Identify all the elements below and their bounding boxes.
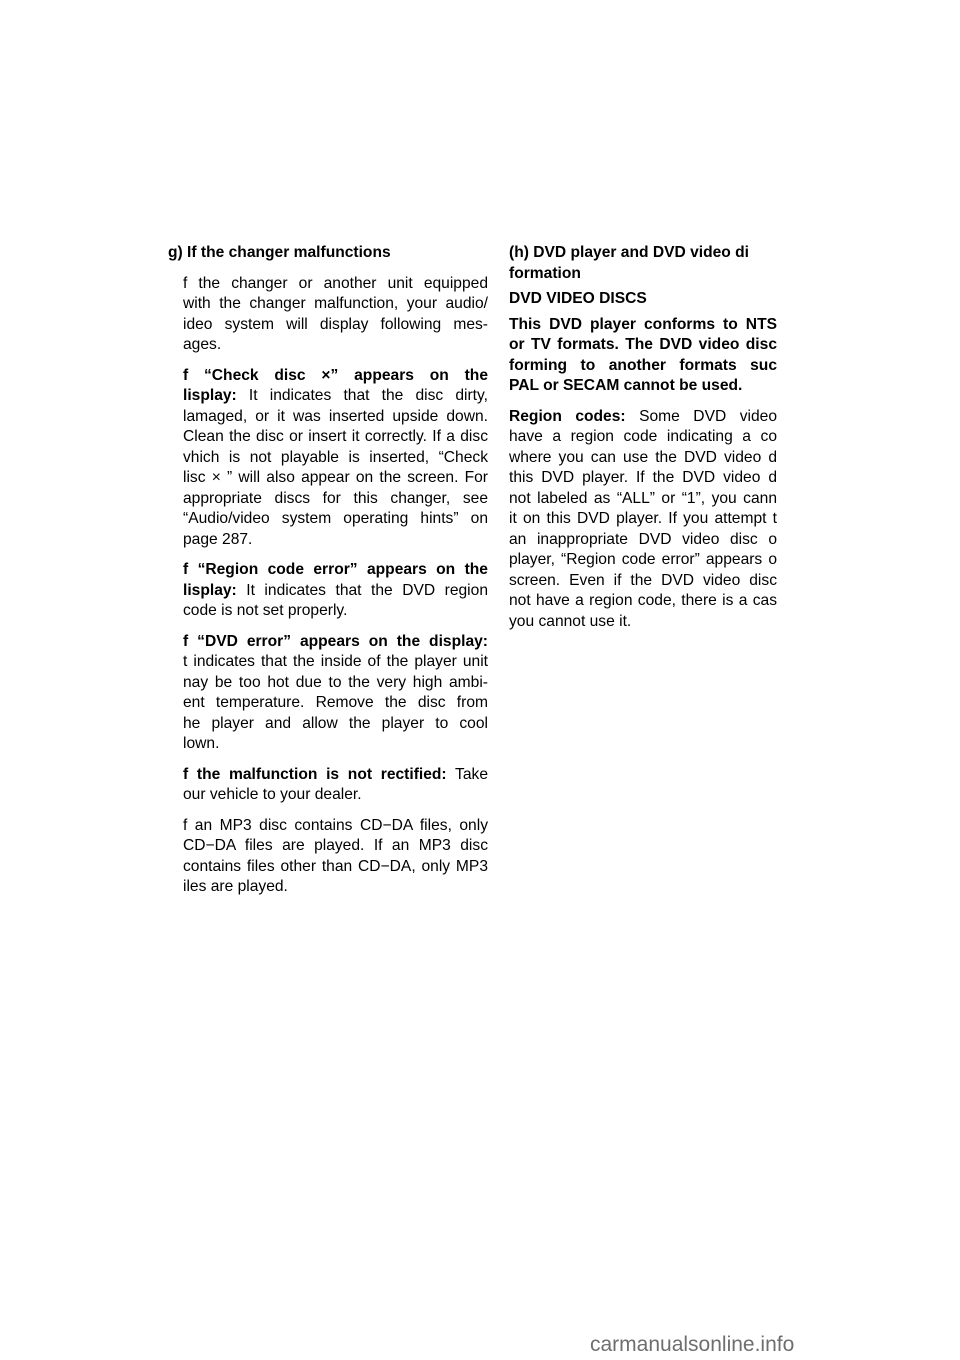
bold-lead-in: f the malfunction is not rectified:	[183, 765, 447, 783]
text-line	[183, 386, 488, 407]
body-text: he player and allow the player to cool	[183, 714, 488, 732]
body-text: ent temperature. Remove the disc from	[183, 694, 488, 711]
bold-lead-in: f “Region code error” appears on the	[183, 561, 488, 578]
text-line	[509, 509, 777, 530]
text-line	[509, 550, 777, 571]
paragraph-region-codes	[509, 407, 777, 633]
text-line	[183, 407, 488, 428]
text-line	[509, 612, 777, 633]
body-text: Clean the disc or insert it correctly. If a disc	[183, 428, 488, 445]
paragraph-check-disc	[168, 366, 488, 551]
body-text: nay be too hot due to the very high ambi-	[183, 673, 488, 691]
text-line: forming to another formats suc	[509, 356, 777, 374]
section-heading-h-line2: formation	[509, 264, 581, 282]
body-text: you cannot use it.	[509, 612, 632, 630]
paragraph-changer-intro	[168, 274, 488, 356]
bold-lead-in: lisplay:	[183, 581, 237, 599]
body-text: code is not set properly.	[183, 602, 348, 619]
paragraph-mp3-note	[168, 816, 488, 898]
text-line: CD−DA files are played. If an MP3 disc	[183, 837, 488, 854]
body-text: screen. Even if the DVD video disc	[509, 571, 777, 589]
text-line: f the changer or another unit equipped	[183, 274, 488, 292]
paragraph-region-code-error	[168, 560, 488, 622]
body-text: t indicates that the inside of the player unit	[183, 653, 488, 670]
body-text: not labeled as “ALL” or “1”, you cann	[509, 489, 777, 507]
text-line: with the changer malfunction, your audio/	[183, 295, 488, 312]
section-heading-g: g) If the changer malfunctions	[168, 244, 391, 261]
text-line	[509, 407, 777, 428]
text-line	[509, 530, 777, 551]
text-line	[183, 693, 488, 714]
body-text: vhich is not playable is inserted, “Check	[183, 448, 488, 466]
text-line	[509, 427, 777, 448]
text-line: ages.	[183, 336, 222, 353]
text-line	[509, 489, 777, 510]
body-text: not have a region code, there is a cas	[509, 592, 777, 609]
text-line	[183, 785, 488, 806]
bold-lead-in: f “DVD error” appears on the display:	[183, 632, 488, 650]
text-line	[183, 560, 488, 581]
watermark-text: carmanualsonline.info	[590, 1333, 795, 1356]
left-column	[168, 243, 488, 908]
text-line	[183, 489, 488, 510]
text-line	[509, 591, 777, 612]
body-text: where you can use the DVD video d	[509, 448, 777, 466]
body-text: lown.	[183, 735, 220, 752]
body-text: Take	[446, 765, 488, 783]
text-line	[183, 714, 488, 735]
text-line	[509, 468, 777, 489]
text-line	[183, 448, 488, 469]
paragraph-not-rectified	[168, 765, 488, 806]
text-line	[183, 530, 488, 551]
body-text: It indicates that the disc dirty,	[236, 387, 488, 404]
bold-lead-in: Region codes:	[509, 407, 626, 425]
text-line: This DVD player conforms to NTS	[509, 315, 777, 333]
text-line	[183, 468, 488, 489]
text-line	[183, 734, 488, 755]
text-line	[183, 581, 488, 602]
body-text: player, “Region code error” appears o	[509, 551, 777, 568]
paragraph-dvd-error	[168, 632, 488, 755]
bold-lead-in: lisplay:	[183, 387, 237, 404]
subheading-dvd-video-discs: DVD VIDEO DISCS	[509, 290, 647, 307]
paragraph-ntsc-formats	[509, 315, 777, 397]
right-column	[509, 243, 777, 642]
text-line	[183, 632, 488, 653]
text-line: iles are played.	[183, 878, 288, 895]
text-line: ideo system will display following mes-	[183, 315, 488, 333]
body-text: Some DVD video	[625, 407, 777, 425]
text-line	[183, 509, 488, 530]
text-line	[183, 652, 488, 673]
body-text: “Audio/video system operating hints” on	[183, 510, 488, 527]
text-line	[183, 673, 488, 694]
text-line: contains files other than CD−DA, only MP3	[183, 857, 488, 875]
bold-lead-in: f “Check disc ×” appears on the	[183, 366, 488, 384]
section-heading-h	[509, 243, 777, 284]
body-text: appropriate discs for this changer, see	[183, 489, 488, 507]
text-line: PAL or SECAM cannot be used.	[509, 377, 743, 394]
body-text: lamaged, or it was inserted upside down.	[183, 407, 488, 425]
text-line: f an MP3 disc contains CD−DA files, only	[183, 816, 488, 834]
body-text: lisc × ” will also appear on the screen. For	[183, 469, 488, 486]
text-line: or TV formats. The DVD video disc	[509, 336, 777, 353]
text-line	[183, 765, 488, 786]
text-line	[509, 571, 777, 592]
section-heading-h-line1: (h) DVD player and DVD video di	[509, 244, 750, 261]
text-line	[509, 448, 777, 469]
body-text: have a region code indicating a co	[509, 428, 777, 445]
text-line	[183, 366, 488, 387]
body-text: this DVD player. If the DVD video d	[509, 469, 777, 486]
body-text: an inappropriate DVD video disc o	[509, 530, 777, 548]
body-text: page 287.	[183, 530, 253, 548]
body-text: It indicates that the DVD region	[236, 581, 488, 599]
body-text: it on this DVD player. If you attempt t	[509, 510, 777, 527]
text-line	[183, 427, 488, 448]
text-line	[183, 601, 488, 622]
body-text: our vehicle to your dealer.	[183, 786, 362, 803]
